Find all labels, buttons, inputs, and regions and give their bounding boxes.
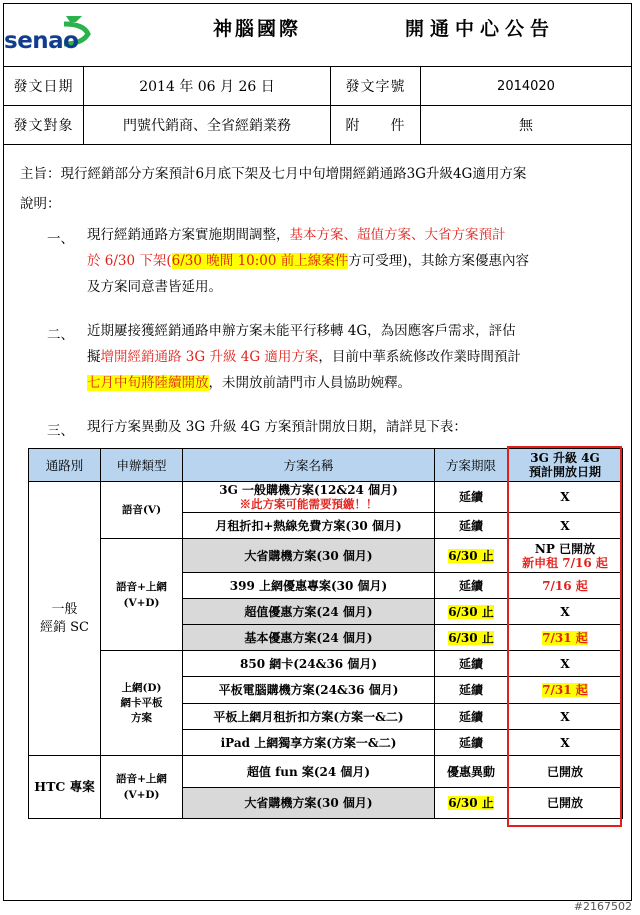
item-3-text: 現行方案異動及 3G 升級 4G 方案預計開放日期，請詳見下表： [87, 419, 467, 435]
subject-line: 主旨：現行經銷部分方案預計6月底下架及七月中旬增開經銷通路3G升級4G適用方案 [20, 166, 527, 182]
plan-term: 延續 [435, 651, 508, 677]
type-data-2: 網卡平板 [120, 696, 163, 709]
plan-open: 已開放 [508, 756, 623, 788]
info-table [3, 66, 632, 145]
item-1-part-e: 方可受理)，其餘方案優惠內容 [348, 253, 530, 269]
header-term-text: 方案期限 [445, 458, 496, 473]
target-value: 門號代銷商、全省經銷業務 [84, 106, 331, 145]
plan-name: 平板上網月租折扣方案(方案一&二) [183, 704, 435, 730]
plan-term: 優惠異動 [435, 756, 508, 788]
header-term [435, 449, 508, 482]
type-data-3: 方案 [131, 711, 152, 724]
plan-name: 超值優惠方案(24 個月) [183, 599, 435, 625]
plan-name: 大省購機方案(30 個月) [183, 788, 435, 819]
type-voice: 語音(V) [101, 482, 183, 539]
item-3-number: 三、 [47, 423, 74, 439]
plan-term: 延續 [435, 677, 508, 704]
plan-term: 延續 [435, 704, 508, 730]
plan-name: 月租折扣+熱線免費方案(30 個月) [183, 513, 435, 539]
plan-term-text: 6/30 止 [448, 630, 494, 645]
plan-name [183, 482, 435, 513]
target-label: 發文對象 [4, 106, 84, 145]
plan-name: 399 上網優惠專案(30 個月) [183, 573, 435, 599]
plan-term [435, 788, 508, 819]
item-2-part-a: 近期屢接獲經銷通路申辦方案未能平行移轉 4G，為因應客戶需求，評估 [87, 323, 516, 339]
plan-term: 延續 [435, 573, 508, 599]
plan-open: X [508, 704, 623, 730]
plan-term-text: 6/30 止 [448, 548, 494, 563]
type-data [101, 651, 183, 756]
plan-open: X [508, 482, 623, 513]
plan-open-text: 7/31 起 [542, 630, 588, 645]
plan-term: 延續 [435, 482, 508, 513]
item-1-part-c: 於 6/30 下架( [87, 253, 172, 269]
attach-value: 無 [421, 106, 632, 145]
plan-term-text: 6/30 止 [448, 796, 494, 810]
plan-note: ※此方案可能需要預繳！！ [239, 497, 378, 511]
logo-text: senao [4, 28, 79, 54]
plan-name: 基本優惠方案(24 個月) [183, 625, 435, 651]
channel-general-1: 一般 [51, 601, 78, 617]
plan-open: X [508, 513, 623, 539]
plan-name: iPad 上網獨享方案(方案一&二) [183, 730, 435, 756]
doc-no-value: 2014020 [421, 67, 632, 106]
item-2-part-e: 七月中旬將陸續開放 [87, 375, 209, 391]
type-data-1: 上網(D) [121, 681, 162, 694]
plan-open-2: 新申租 7/16 起 [522, 555, 608, 570]
header-plan-name: 方案名稱 [183, 449, 435, 482]
watermark: #2167502 [573, 900, 632, 913]
item-1-part-d: 6/30 晚間 10:00 前上線案件 [171, 253, 349, 269]
plan-term: 延續 [435, 730, 508, 756]
plan-term: 延續 [435, 513, 508, 539]
plan-name: 大省購機方案(30 個月) [183, 539, 435, 573]
item-1-part-a: 現行經銷通路方案實施期間調整， [87, 227, 290, 243]
channel-general-2: 經銷 SC [40, 619, 89, 635]
item-2-text [87, 318, 617, 396]
item-1-part-b: 基本方案、超值方案、大省方案預計 [289, 227, 506, 243]
date-value: 2014 年 06 月 26 日 [84, 67, 331, 106]
item-2-part-c: 增開經銷通路 3G 升級 4G 適用方案 [100, 349, 319, 365]
item-1-text [87, 222, 617, 300]
type-voice-data [101, 539, 183, 651]
type-htc-1: 語音+上網 [116, 773, 167, 785]
plan-name: 平板電腦購機方案(24&36 個月) [183, 677, 435, 704]
header-channel: 通路別 [29, 449, 101, 482]
plan-term [435, 599, 508, 625]
plan-open-1: NP 已開放 [534, 541, 596, 556]
plan-open: 7/16 起 [508, 573, 623, 599]
type-vd-1: 語音+上網 [116, 580, 167, 593]
plan-term [435, 539, 508, 573]
explain-label: 說明： [20, 196, 61, 212]
header-open-1: 3G 升級 4G [530, 451, 600, 465]
doc-no-label: 發文字號 [331, 67, 421, 106]
date-label: 發文日期 [4, 67, 84, 106]
notice-title: 開通中心公告 [405, 18, 556, 40]
plan-name: 超值 fun 案(24 個月) [183, 756, 435, 788]
item-2-number: 二、 [47, 327, 74, 343]
plan-term-text: 6/30 止 [448, 604, 494, 619]
item-2-part-f: ，未開放前請門市人員協助婉釋。 [208, 375, 411, 391]
plan-open: X [508, 599, 623, 625]
header-open-2: 預計開放日期 [528, 465, 601, 479]
plan-open: 已開放 [508, 788, 623, 819]
channel-general [29, 482, 101, 756]
plan-term [435, 625, 508, 651]
item-2-part-b: 擬 [87, 349, 101, 365]
plan-open-text: 7/31 起 [542, 683, 588, 697]
item-2-part-d: ，目前中華系統修改作業時間預計 [318, 349, 521, 365]
attach-label: 附 件 [331, 106, 421, 145]
plan-name-text: 3G 一般購機方案(12&24 個月) [219, 483, 398, 497]
header-type: 申辦類型 [101, 449, 183, 482]
type-htc-2: (V+D) [123, 789, 160, 801]
type-htc [101, 756, 183, 819]
channel-htc: HTC 專案 [29, 756, 101, 819]
plan-open: X [508, 651, 623, 677]
type-vd-2: (V+D) [123, 596, 160, 609]
open-date-highlight-box [507, 446, 622, 827]
company-name: 神腦國際 [213, 18, 302, 40]
item-1-number: 一、 [47, 231, 74, 247]
item-1-part-f: 及方案同意書皆延用。 [87, 279, 222, 295]
plan-open: X [508, 730, 623, 756]
plan-name: 850 網卡(24&36 個月) [183, 651, 435, 677]
